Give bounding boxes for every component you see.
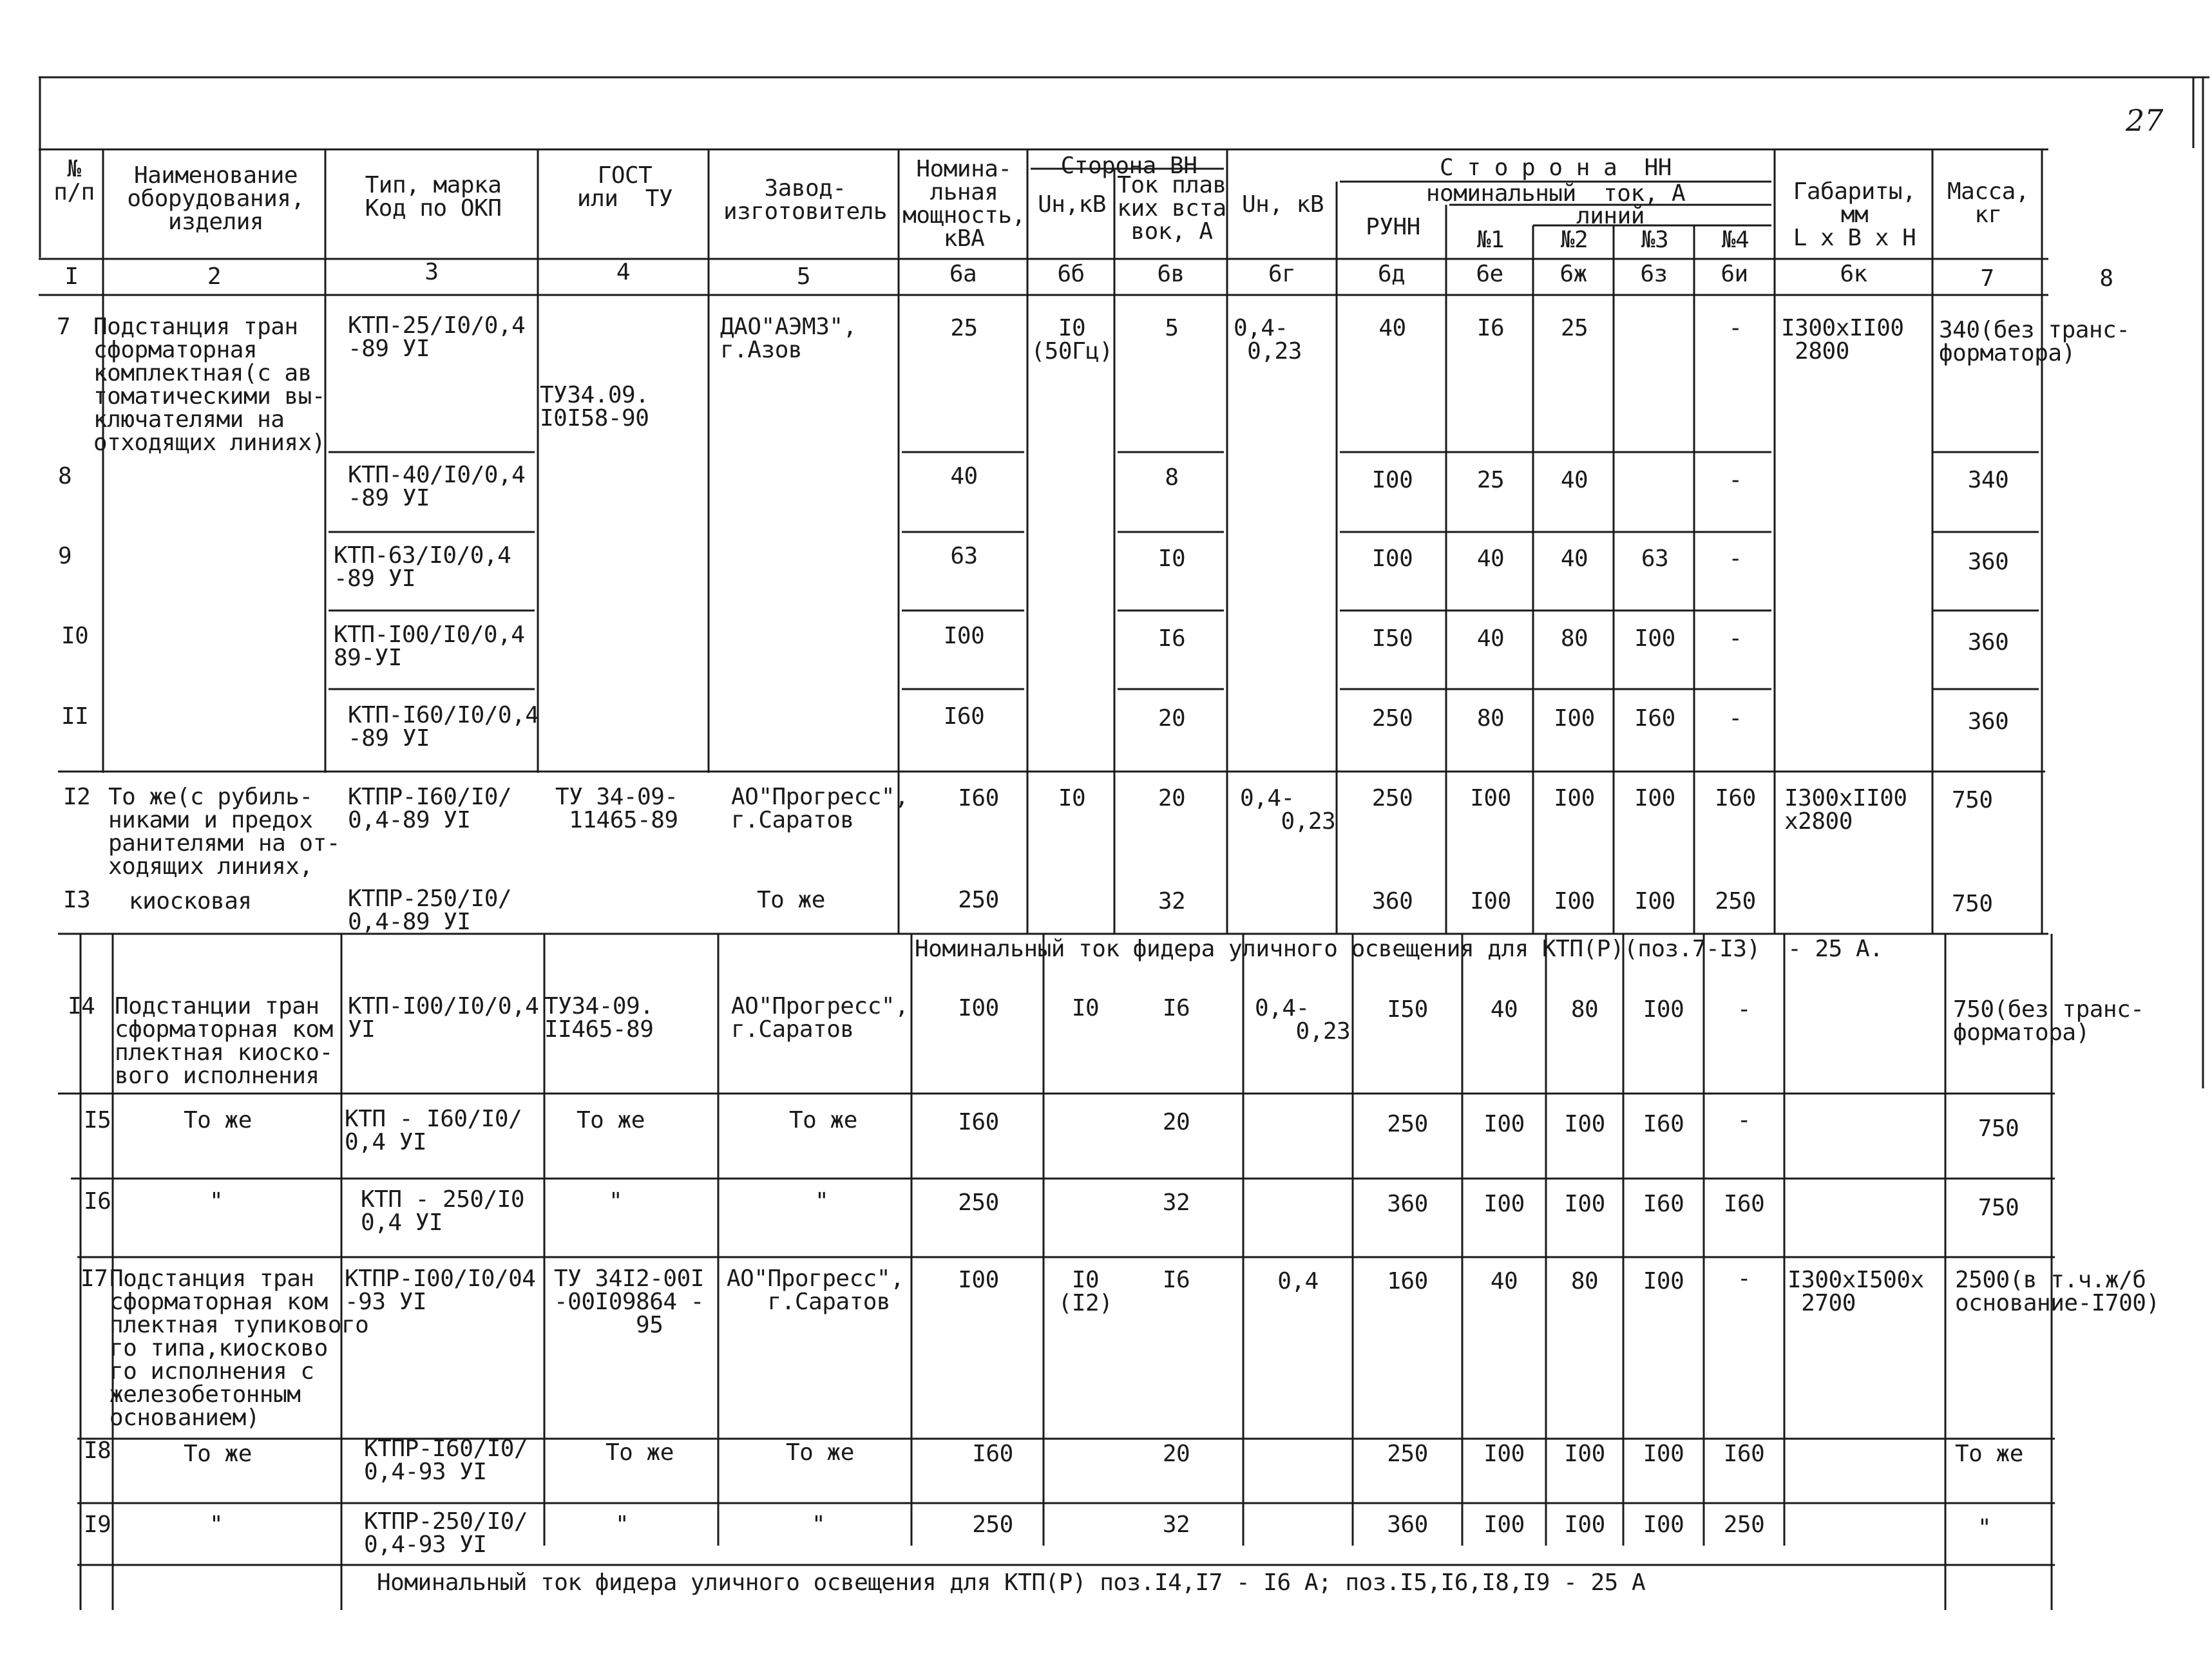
mass-kg: 360 <box>1967 708 2009 735</box>
runn-current: I50 <box>1371 625 1413 652</box>
runn-current: I00 <box>1371 467 1413 493</box>
runn-current: I50 <box>1387 996 1428 1023</box>
fuse-current: 5 <box>1165 315 1179 341</box>
line4-current: 250 <box>1715 888 1756 914</box>
line2-current: 80 <box>1560 625 1588 652</box>
header-power: Номина- льная мощность, кВА <box>902 156 1025 252</box>
manufacturer: " <box>812 1511 826 1538</box>
line3-current: I60 <box>1634 705 1675 732</box>
line3-current: I60 <box>1643 1191 1684 1217</box>
header-type: Тип, марка Код по ОКП <box>365 172 502 222</box>
manufacturer: АО"Прогресс", г.Саратов <box>731 993 909 1043</box>
row-number: 9 <box>58 543 72 569</box>
colnum: 6в <box>1157 261 1185 287</box>
type-code: КТП-I60/I0/0,4 -89 УI <box>348 702 539 752</box>
header-line3: №3 <box>1641 227 1669 253</box>
hv-voltage: I0 <box>1058 785 1086 811</box>
equipment-name: " <box>209 1188 224 1215</box>
line1-current: I00 <box>1483 1511 1525 1538</box>
colnum: 7 <box>1980 265 1994 292</box>
power-kva: 63 <box>950 543 978 569</box>
hv-voltage: I0 (I2) <box>1058 1267 1113 1316</box>
power-kva: I00 <box>943 623 985 649</box>
colnum: 2 <box>207 263 222 290</box>
colnum: 6б <box>1057 261 1085 287</box>
runn-current: 360 <box>1371 888 1413 914</box>
mass-kg: 750 <box>1978 1195 2019 1221</box>
power-kva: 250 <box>972 1511 1013 1538</box>
power-kva: I60 <box>943 703 985 730</box>
colnum: 6а <box>949 261 977 287</box>
header-lv: С т о р о н а НН <box>1440 155 1672 181</box>
lv-voltage: 0,4 <box>1277 1268 1319 1294</box>
line4-current: - <box>1728 467 1742 493</box>
row-number: I6 <box>84 1188 111 1215</box>
colnum: I <box>64 263 79 290</box>
power-kva: I60 <box>958 1109 999 1135</box>
line4-current: - <box>1737 996 1751 1023</box>
line3-current: I00 <box>1634 785 1675 811</box>
line2-current: I00 <box>1554 705 1595 732</box>
fuse-current: 20 <box>1158 705 1186 732</box>
line4-current: - <box>1737 1265 1751 1292</box>
manufacturer: То же <box>786 1439 854 1466</box>
line3-current: I00 <box>1643 1268 1684 1294</box>
line1-current: 40 <box>1476 545 1505 572</box>
line1-current: I00 <box>1483 1111 1525 1137</box>
runn-current: 250 <box>1387 1441 1428 1467</box>
mass-kg: 750(без транс- форматора) <box>1953 996 2144 1046</box>
equipment-name: киосковая <box>129 888 252 914</box>
header-num: № п/п <box>53 156 95 205</box>
runn-current: I00 <box>1371 545 1413 572</box>
gost-tu: " <box>609 1188 623 1215</box>
fuse-current: 32 <box>1158 888 1186 914</box>
line3-current: I60 <box>1643 1111 1684 1137</box>
line2-current: 25 <box>1560 315 1588 341</box>
fuse-current: 20 <box>1158 785 1186 811</box>
header-hv: Сторона ВН <box>1060 153 1197 179</box>
runn-current: 360 <box>1387 1511 1428 1538</box>
fuse-current: 20 <box>1162 1109 1190 1135</box>
line2-current: 40 <box>1560 467 1588 493</box>
manufacturer: АО"Прогресс", г.Саратов <box>731 784 909 833</box>
colnum: 6ж <box>1559 261 1587 287</box>
header-line1: №1 <box>1476 227 1505 253</box>
gost-tu: То же <box>605 1439 674 1466</box>
mass-kg: 2500(в т.ч.ж/б основание-I700) <box>1955 1267 2160 1316</box>
row-number: 7 <box>57 314 71 340</box>
row-number: 8 <box>58 463 72 489</box>
power-kva: 25 <box>950 315 978 341</box>
colnum: 6е <box>1476 261 1503 287</box>
line3-current: I00 <box>1643 1511 1684 1538</box>
header-lv-u: Uн, кВ <box>1241 191 1324 218</box>
type-code: КТП-I00/I0/0,4 89-УI <box>334 621 525 671</box>
colnum: 8 <box>2099 265 2113 292</box>
mass-kg: 360 <box>1967 629 2009 656</box>
runn-current: 40 <box>1378 315 1406 341</box>
equipment-name: " <box>209 1511 224 1538</box>
line4-current: - <box>1728 705 1742 732</box>
mass-kg: 750 <box>1952 891 1993 917</box>
type-code: КТП-40/I0/0,4 -89 УI <box>348 462 526 511</box>
line2-current: I00 <box>1564 1441 1605 1467</box>
row-number: I0 <box>61 623 89 649</box>
colnum: 6г <box>1268 261 1296 287</box>
gost-tu: " <box>615 1511 629 1538</box>
power-kva: 250 <box>958 887 999 913</box>
mass-kg: 750 <box>1952 787 1993 813</box>
header-line4: №4 <box>1721 227 1750 253</box>
colnum: 4 <box>616 259 631 285</box>
header-hv-u: Uн,кВ <box>1038 191 1106 218</box>
line4-current: I60 <box>1715 785 1756 811</box>
line1-current: I00 <box>1470 785 1511 811</box>
line4-current: I60 <box>1723 1191 1765 1217</box>
line2-current: 80 <box>1570 1268 1599 1294</box>
lv-voltage: 0,4- 0,23 <box>1255 995 1351 1045</box>
colnum: 3 <box>424 259 439 285</box>
fuse-current: 32 <box>1162 1511 1190 1538</box>
line1-current: I00 <box>1470 888 1511 914</box>
colnum: 5 <box>796 263 811 290</box>
lv-voltage: 0,4- 0,23 <box>1240 785 1336 835</box>
type-code: КТП-25/I0/0,4 -89 УI <box>348 312 526 362</box>
header-dims: Габариты, мм L x B x H <box>1793 178 1916 251</box>
runn-current: 250 <box>1387 1111 1428 1137</box>
line4-current: - <box>1728 625 1742 652</box>
manufacturer: ДАО"АЭМЗ", г.Азов <box>720 314 857 363</box>
fuse-current: 8 <box>1165 464 1179 491</box>
line4-current: - <box>1737 1107 1751 1133</box>
type-code: КТП-I00/I0/0,4 УI <box>348 993 539 1043</box>
colnum: 6к <box>1840 261 1867 287</box>
line1-current: 40 <box>1490 1268 1518 1294</box>
equipment-name: То же(с рубиль- никами и предох ранителями на от- ходящих линиях, <box>108 784 340 880</box>
power-kva: I60 <box>958 785 999 811</box>
header-maker: Завод- изготовитель <box>723 175 888 225</box>
row-number: II <box>61 703 89 730</box>
line2-current: 40 <box>1560 545 1588 572</box>
mass-kg: 750 <box>1978 1115 2019 1142</box>
runn-current: 360 <box>1387 1191 1428 1217</box>
equipment-name: Подстанция тран сформаторная ком плектная тупикового го типа,киосково го исполнения с железобетонным основанием) <box>110 1265 369 1431</box>
line1-current: I00 <box>1483 1191 1525 1217</box>
manufacturer: АО"Прогресс", г.Саратов <box>727 1265 904 1315</box>
hv-voltage: I0 (50Гц) <box>1031 315 1113 365</box>
dimensions: I300xII00 2800 <box>1781 315 1904 365</box>
fuse-current: I6 <box>1158 625 1186 652</box>
line1-current: 40 <box>1476 625 1505 652</box>
dimensions: I300xI500x 2700 <box>1788 1267 1924 1316</box>
line2-current: I00 <box>1564 1111 1605 1137</box>
power-kva: I60 <box>972 1441 1013 1467</box>
runn-current: 160 <box>1387 1268 1428 1294</box>
mass-kg: 360 <box>1967 549 2009 575</box>
page-number: 27 <box>2126 103 2164 138</box>
mass-kg: 340(без транс- форматора) <box>1939 317 2130 366</box>
line3-current: I00 <box>1643 1441 1684 1467</box>
header-lv-lines: линий <box>1576 203 1645 229</box>
row-number: I8 <box>84 1437 111 1464</box>
row-number: I9 <box>84 1511 111 1538</box>
type-code: КТП-63/I0/0,4 -89 УI <box>334 542 511 592</box>
header-name: Наименование оборудования, изделия <box>127 162 305 235</box>
header-line2: №2 <box>1560 227 1588 253</box>
line1-current: I00 <box>1483 1441 1525 1467</box>
line2-current: I00 <box>1564 1511 1605 1538</box>
power-kva: 250 <box>958 1189 999 1216</box>
power-kva: 40 <box>950 463 978 489</box>
type-code: КТПР-250/I0/ 0,4-89 УI <box>348 886 512 935</box>
manufacturer: То же <box>757 887 825 913</box>
type-code: КТПР-I60/I0/ 0,4-93 УI <box>364 1435 528 1485</box>
gost-tu: ТУ34.09. I0I58-90 <box>540 382 649 431</box>
header-hv-fuse: Ток плав ких вста вок, А <box>1117 172 1226 245</box>
equipment-name: То же <box>184 1107 252 1133</box>
type-code: КТП - 250/I0 0,4 УI <box>361 1186 525 1236</box>
runn-current: 250 <box>1371 705 1413 732</box>
colnum: 6д <box>1377 261 1406 287</box>
header-mass: Масса, кг <box>1947 178 2030 228</box>
type-code: КТПР-I60/I0/ 0,4-89 УI <box>348 784 512 833</box>
equipment-name: Подстанции тран сформаторная ком плектная киоско- вого исполнения <box>115 993 333 1089</box>
line2-current: I00 <box>1564 1191 1605 1217</box>
row-number: I2 <box>63 784 91 810</box>
mass-kg: То же <box>1955 1441 2023 1467</box>
row-number: I4 <box>68 993 95 1019</box>
mass-kg: " <box>1978 1515 1992 1541</box>
manufacturer: То же <box>789 1107 857 1133</box>
line2-current: 80 <box>1570 996 1599 1023</box>
runn-current: 250 <box>1371 785 1413 811</box>
power-kva: I00 <box>958 995 999 1021</box>
colnum: 6з <box>1640 261 1668 287</box>
header-lv-nominal: номинальный ток, А <box>1425 180 1686 207</box>
manufacturer: " <box>815 1188 829 1215</box>
line1-current: 25 <box>1476 467 1505 493</box>
dimensions: I300xII00 x2800 <box>1784 785 1907 835</box>
line1-current: 80 <box>1476 705 1505 732</box>
colnum: 6и <box>1721 261 1748 287</box>
power-kva: I00 <box>958 1267 999 1293</box>
fuse-current: I6 <box>1162 1267 1190 1293</box>
line4-current: - <box>1728 315 1742 341</box>
line3-current: I00 <box>1634 625 1675 652</box>
type-code: КТП - I60/I0/ 0,4 УI <box>345 1106 522 1155</box>
feeder-note: Номинальный ток фидера уличного освещения для КТП(Р)(поз.7-I3) - 25 А. <box>915 936 1883 962</box>
line2-current: I00 <box>1554 888 1595 914</box>
line4-current: - <box>1728 545 1742 572</box>
fuse-current: I0 <box>1158 545 1186 572</box>
hv-voltage: I0 <box>1071 995 1100 1021</box>
fuse-current: I6 <box>1162 995 1190 1021</box>
equipment-name: То же <box>184 1441 252 1467</box>
line3-current: I00 <box>1634 888 1675 914</box>
fuse-current: 32 <box>1162 1189 1190 1216</box>
line3-current: 63 <box>1641 545 1669 572</box>
fuse-current: 20 <box>1162 1441 1190 1467</box>
gost-tu: То же <box>577 1107 645 1133</box>
type-code: КТПР-250/I0/ 0,4-93 УI <box>364 1508 528 1558</box>
row-number: I3 <box>63 887 91 913</box>
gost-tu: ТУ 34I2-00I -00I09864 - 95 <box>554 1265 704 1338</box>
line4-current: I60 <box>1723 1441 1765 1467</box>
header-gost: ГОСТ или ТУ <box>577 162 673 212</box>
gost-tu: ТУ34-09. II465-89 <box>544 993 654 1043</box>
line2-current: I00 <box>1554 785 1595 811</box>
line3-current: I00 <box>1643 996 1684 1023</box>
line1-current: I6 <box>1476 315 1505 341</box>
row-number: I7 <box>81 1265 108 1292</box>
feeder-note: Номинальный ток фидера уличного освещения для КТП(Р) поз.I4,I7 - I6 А; поз.I5,I6,I8,I9 - 25 А <box>377 1569 1646 1596</box>
gost-tu: ТУ 34-09- 11465-89 <box>555 784 678 833</box>
lv-voltage: 0,4- 0,23 <box>1234 315 1302 365</box>
line1-current: 40 <box>1490 996 1518 1023</box>
line4-current: 250 <box>1723 1511 1765 1538</box>
mass-kg: 340 <box>1967 467 2009 493</box>
header-runn: РУНН <box>1366 214 1420 240</box>
row-number: I5 <box>84 1107 111 1133</box>
type-code: КТПР-I00/I0/04 -93 УI <box>345 1265 536 1315</box>
equipment-name: Подстанция тран сформаторная комплектная(с ав томатическими вы- ключателями на отходящих линиях) <box>93 314 325 456</box>
